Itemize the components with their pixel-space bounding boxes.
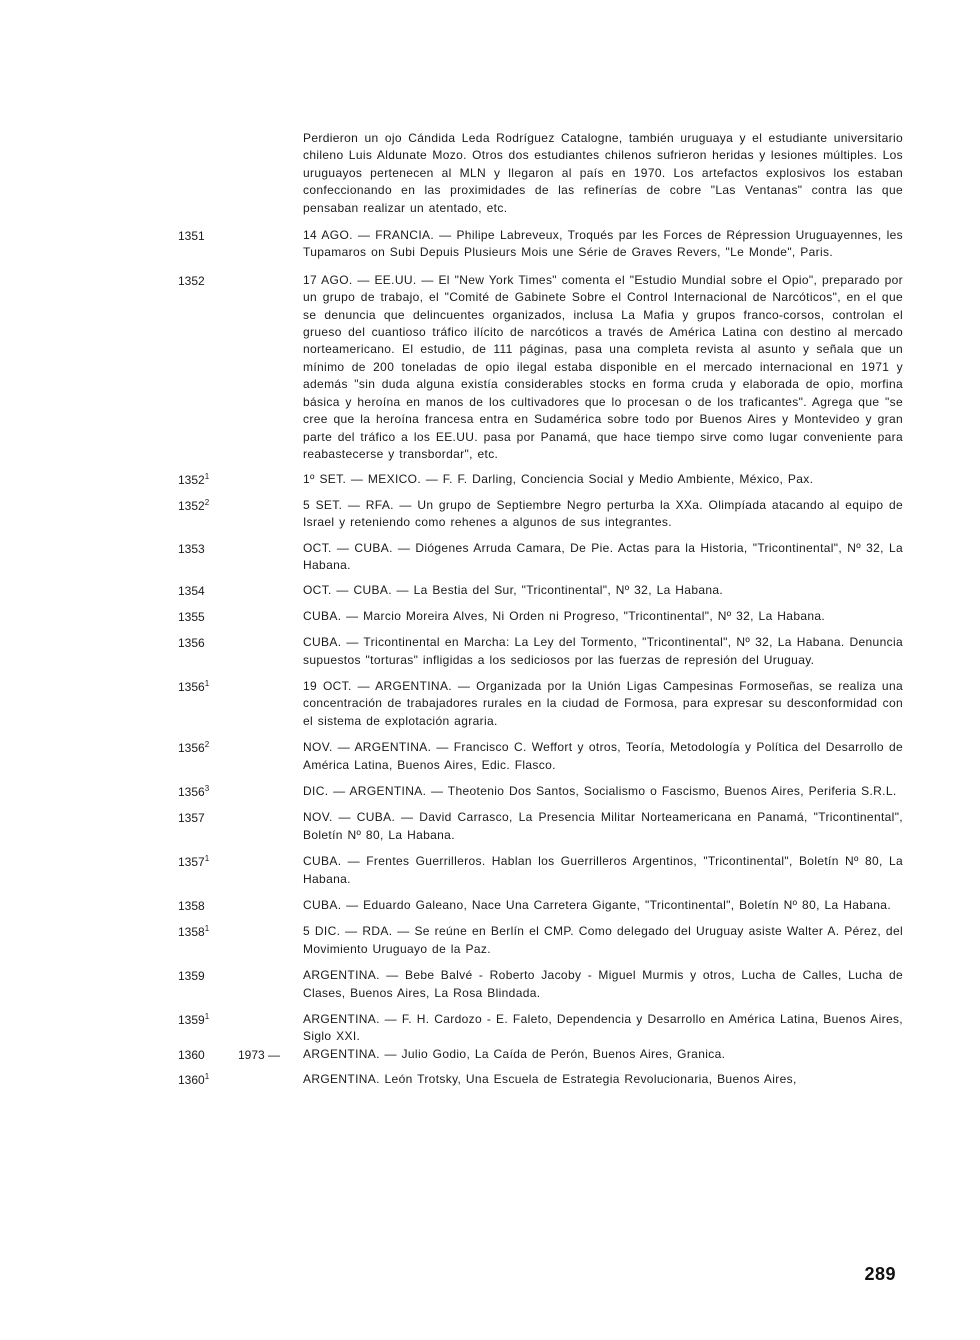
entry-number xyxy=(178,635,248,652)
entry-number xyxy=(178,228,248,245)
entry-number-superscript: 2 xyxy=(204,740,210,750)
entry-number-superscript: 1 xyxy=(204,472,210,482)
chronology-entry xyxy=(0,1046,980,1063)
entry-number-value: 1351 xyxy=(178,229,205,244)
chronology-entry xyxy=(0,272,980,463)
entry-number xyxy=(178,1072,248,1089)
entry-text: 5 SET. — RFA. — Un grupo de Septiembre Negro perturba la XXa. Olimpíada atacando al equipo de Israel y reteniendo como rehenes a algunos de sus integrantes. xyxy=(303,497,903,530)
chronology-entry xyxy=(0,897,980,914)
entry-text: DIC. — ARGENTINA. — Theotenio Dos Santos, Socialismo o Fascismo, Buenos Aires, Periferia S.R.L. xyxy=(303,784,897,798)
entry-number xyxy=(178,273,248,290)
entry-number xyxy=(178,968,248,985)
entry-number-value: 1354 xyxy=(178,584,205,599)
entry-text: OCT. — CUBA. — La Bestia del Sur, "Tricontinental", Nº 32, La Habana. xyxy=(303,583,724,598)
entry-text: 17 AGO. — EE.UU. — El "New York Times" comenta el "Estudio Mundial sobre el Opio", preparado por un grupo de trabajo, el "Comité de Gabinete Sobre el Control Internacional de Narcóticos", en el que se denuncia que delincuentes organizados, inclusa La Mafia y grupos franco-corsos, controlan el grueso del cuantioso tráfico ilícito de narcóticos a través de América Latina con destino al mercado norteamericano. El estudio, de 111 páginas, pasa una completa revista al asunto y señala que un mínimo de 200 toneladas de opio ilegal estaba disponible en el mercado internacional en 1971 y además "sin duda alguna existía considerables stocks en forma cruda y elaborada de opio, morfina básica y heroína en manos de los cultivadores que lo procesan o de los traficantes". Agrega que "se cree que la heroína francesa entra en Sudamérica sobre todo por Buenos Aires y Montevideo y gran parte del tráfico a los EE.UU. pasa por Panamá, que hace tiempo sirve como lugar conveniente para reabastecerse y transbordar", etc. xyxy=(303,272,903,461)
entry-text: ARGENTINA. — Bebe Balvé - Roberto Jacoby - Miguel Murmis y otros, Lucha de Calles, Lucha de Clases, Buenos Aires, La Rosa Blindada. xyxy=(303,968,903,1000)
entry-number-value: 1356 xyxy=(178,679,205,694)
entry-number xyxy=(178,583,248,600)
chronology-entry xyxy=(0,967,980,1002)
entry-number-superscript: 1 xyxy=(204,854,210,864)
entry-number xyxy=(178,924,248,941)
chronology-entry xyxy=(0,634,980,669)
entry-text: CUBA. — Eduardo Galeano, Nace Una Carretera Gigante, "Tricontinental", Boletín Nº 80, La Habana. xyxy=(303,898,892,913)
entry-text: CUBA. — Tricontinental en Marcha: La Ley del Tormento, "Tricontinental", Nº 32, La Habana. Denuncia supuestos "torturas" infligidas a los sediciosos por las fuerzas de represión del Uruguay. xyxy=(303,635,903,667)
entry-number-value: 1360 xyxy=(178,1047,205,1062)
entry-text: 14 AGO. — FRANCIA. — Philipe Labreveux, Troqués par les Forces de Répression Uruguayennes, les Tupamaros on Subi Depuis Plusieurs Mois une Série de Graves Revers, "Le Monde", Paris. xyxy=(303,228,903,260)
entry-text: 1º SET. — MEXICO. — F. F. Darling, Conciencia Social y Medio Ambiente, México, Pax. xyxy=(303,472,814,487)
entry-number-superscript: 1 xyxy=(204,1072,210,1082)
chronology-entry xyxy=(0,1011,980,1046)
entry-number xyxy=(178,854,248,871)
entry-number xyxy=(178,679,248,696)
chronology-entry xyxy=(0,1071,980,1088)
entry-number xyxy=(178,541,248,558)
entry-number-value: 1357 xyxy=(178,855,205,870)
chronology-entry xyxy=(0,783,980,800)
entry-number-value: 1352 xyxy=(178,498,205,513)
entry-number xyxy=(178,498,248,515)
entry-text: CUBA. — Frentes Guerrilleros. Hablan los Guerrilleros Argentinos, "Tricontinental", Boletín Nº 80, La Habana. xyxy=(303,854,903,886)
entry-number-value: 1356 xyxy=(178,636,205,651)
entry-number-value: 1358 xyxy=(178,925,205,940)
entry-year-marker: 1973 — xyxy=(238,1047,281,1062)
entry-number xyxy=(178,472,248,489)
entry-number-value: 1359 xyxy=(178,969,205,984)
entry-number-value: 1358 xyxy=(178,899,205,914)
chronology-entry xyxy=(0,809,980,844)
chronology-entry xyxy=(0,739,980,774)
chronology-entry xyxy=(0,130,980,217)
entry-text: 19 OCT. — ARGENTINA. — Organizada por la Unión Ligas Campesinas Formoseñas, se realiza una concentración de trabajadores rurales en la ciudad de Formosa, para expresar su desconformidad con el sistema de explotación agraria. xyxy=(303,678,903,728)
entry-number-value: 1356 xyxy=(178,785,205,799)
entry-number xyxy=(178,784,248,801)
chronology-entries xyxy=(0,130,980,1089)
entry-number-value: 1353 xyxy=(178,541,205,556)
entry-number-value: 1356 xyxy=(178,741,205,756)
entry-number-value: 1359 xyxy=(178,1013,205,1028)
entry-number-superscript: 3 xyxy=(204,784,210,793)
entry-number xyxy=(178,1012,248,1029)
chronology-entry xyxy=(0,582,980,599)
entry-number xyxy=(178,898,248,915)
entry-number xyxy=(178,810,248,827)
entry-number-superscript: 1 xyxy=(204,924,210,934)
page-number: 289 xyxy=(864,1264,896,1284)
entry-number-superscript: 2 xyxy=(204,497,210,507)
entry-text: NOV. — ARGENTINA. — Francisco C. Weffort y otros, Teoría, Metodología y Política del Desarrollo de América Latina, Buenos Aires, Edic. Flasco. xyxy=(303,740,903,772)
entry-number-value: 1360 xyxy=(178,1073,205,1088)
entry-number-superscript: 1 xyxy=(204,1012,210,1022)
chronology-entry xyxy=(0,540,980,575)
chronology-entry xyxy=(0,923,980,958)
chronology-entry xyxy=(0,227,980,262)
entry-text: ARGENTINA. — F. H. Cardozo - E. Faleto, Dependencia y Desarrollo en América Latina, Buenos Aires, Siglo XXI. xyxy=(303,1012,903,1044)
entry-text: OCT. — CUBA. — Diógenes Arruda Camara, De Pie. Actas para la Historia, "Tricontinental", Nº 32, La Habana. xyxy=(303,540,903,572)
entry-number xyxy=(178,740,248,757)
chronology-entry xyxy=(0,678,980,730)
chronology-entry xyxy=(0,608,980,625)
chronology-entry xyxy=(0,497,980,532)
entry-number-value: 1355 xyxy=(178,609,205,624)
entry-number-superscript: 1 xyxy=(204,678,210,688)
entry-text: CUBA. — Marcio Moreira Alves, Ni Orden ni Progreso, "Tricontinental", Nº 32, La Habana. xyxy=(303,608,826,623)
entry-text: NOV. — CUBA. — David Carrasco, La Presencia Militar Norteamericana en Panamá, "Tricontinental", Boletín Nº 80, La Habana. xyxy=(303,810,903,842)
entry-number-value: 1357 xyxy=(178,811,205,826)
entry-text: ARGENTINA. — Julio Godio, La Caída de Perón, Buenos Aires, Granica. xyxy=(303,1046,726,1061)
entry-text: ARGENTINA. León Trotsky, Una Escuela de Estrategia Revolucionaria, Buenos Aires, xyxy=(303,1072,797,1087)
entry-number-value: 1352 xyxy=(178,273,205,288)
chronology-entry xyxy=(0,471,980,488)
entry-number xyxy=(178,609,248,626)
entry-text: Perdieron un ojo Cándida Leda Rodríguez Catalogne, también uruguaya y el estudiante universitario chileno Luis Aldunate Mozo. Otros dos estudiantes chilenos sufrieron heridas y lesiones múltiples. Los uruguayos pertenecen al MLN y llegaron al país en 1970. Los artefactos explosivos los estaban confeccionando en las proximidades de las refinerías de cobre "Las Ventanas" contra las que pensaban realizar un atentado, etc. xyxy=(303,131,903,215)
entry-number-value: 1352 xyxy=(178,473,205,488)
entry-text: 5 DIC. — RDA. — Se reúne en Berlín el CMP. Como delegado del Uruguay asiste Walter A. Pérez, del Movimiento Uruguayo de la Paz. xyxy=(303,924,903,956)
chronology-entry xyxy=(0,853,980,888)
